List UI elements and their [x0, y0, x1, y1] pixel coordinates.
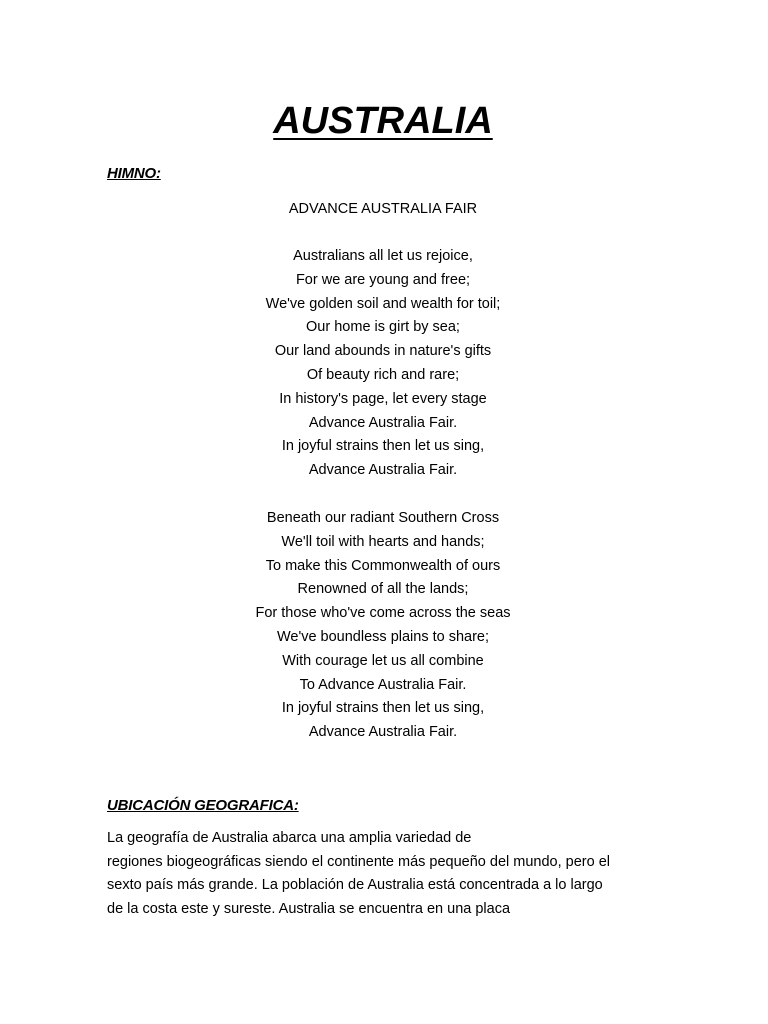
verse-line: Advance Australia Fair.: [308, 462, 458, 479]
verse-line: For those who've come across the seas: [255, 605, 511, 622]
ubicacion-paragraph: [107, 827, 667, 921]
verse-line: We've golden soil and wealth for toil;: [265, 295, 501, 312]
verse-line: In history's page, let every stage: [279, 390, 487, 407]
verse-line: We'll toil with hearts and hands;: [281, 533, 485, 550]
verse-line: Advance Australia Fair.: [308, 414, 458, 431]
paragraph-line: regiones biogeográficas siendo el continente más pequeño del mundo, pero el: [107, 853, 611, 870]
verse-line: Advance Australia Fair.: [308, 724, 458, 741]
verse-line: To Advance Australia Fair.: [299, 676, 467, 693]
paragraph-line: La geografía de Australia abarca una amplia variedad de: [107, 830, 472, 846]
verse-line: In joyful strains then let us sing,: [281, 700, 485, 717]
verse-line: Australians all let us rejoice,: [293, 248, 473, 264]
verse-line: With courage let us all combine: [282, 652, 484, 669]
himno-heading: [107, 164, 161, 184]
anthem-verse-1: [0, 245, 766, 483]
anthem-title: ADVANCE AUSTRALIA FAIR: [288, 201, 478, 217]
himno-heading-text: HIMNO: [107, 165, 156, 182]
anthem-verse-2: [0, 507, 766, 745]
verse-line: We've boundless plains to share;: [276, 628, 490, 645]
verse-line: Our land abounds in nature's gifts: [274, 343, 492, 360]
paragraph-line: sexto país más grande. La población de Australia está concentrada a lo largo: [107, 877, 603, 893]
document-title-text: AUSTRALIA: [273, 100, 493, 142]
verse-line: To make this Commonwealth of ours: [265, 557, 501, 574]
document-title: [0, 96, 766, 146]
verse-line: Beneath our radiant Southern Cross: [266, 510, 500, 526]
verse-line: Of beauty rich and rare;: [306, 366, 460, 383]
verse-line: For we are young and free;: [295, 271, 471, 288]
verse-line: Renowned of all the lands;: [297, 581, 469, 598]
paragraph-line: de la costa este y sureste. Australia se encuentra en una placa: [107, 900, 511, 917]
verse-line: In joyful strains then let us sing,: [281, 438, 485, 455]
verse-line: Our home is girt by sea;: [306, 319, 460, 336]
himno-heading-colon: :: [156, 165, 161, 182]
ubicacion-heading: UBICACIÓN GEOGRAFICA:: [107, 797, 299, 814]
